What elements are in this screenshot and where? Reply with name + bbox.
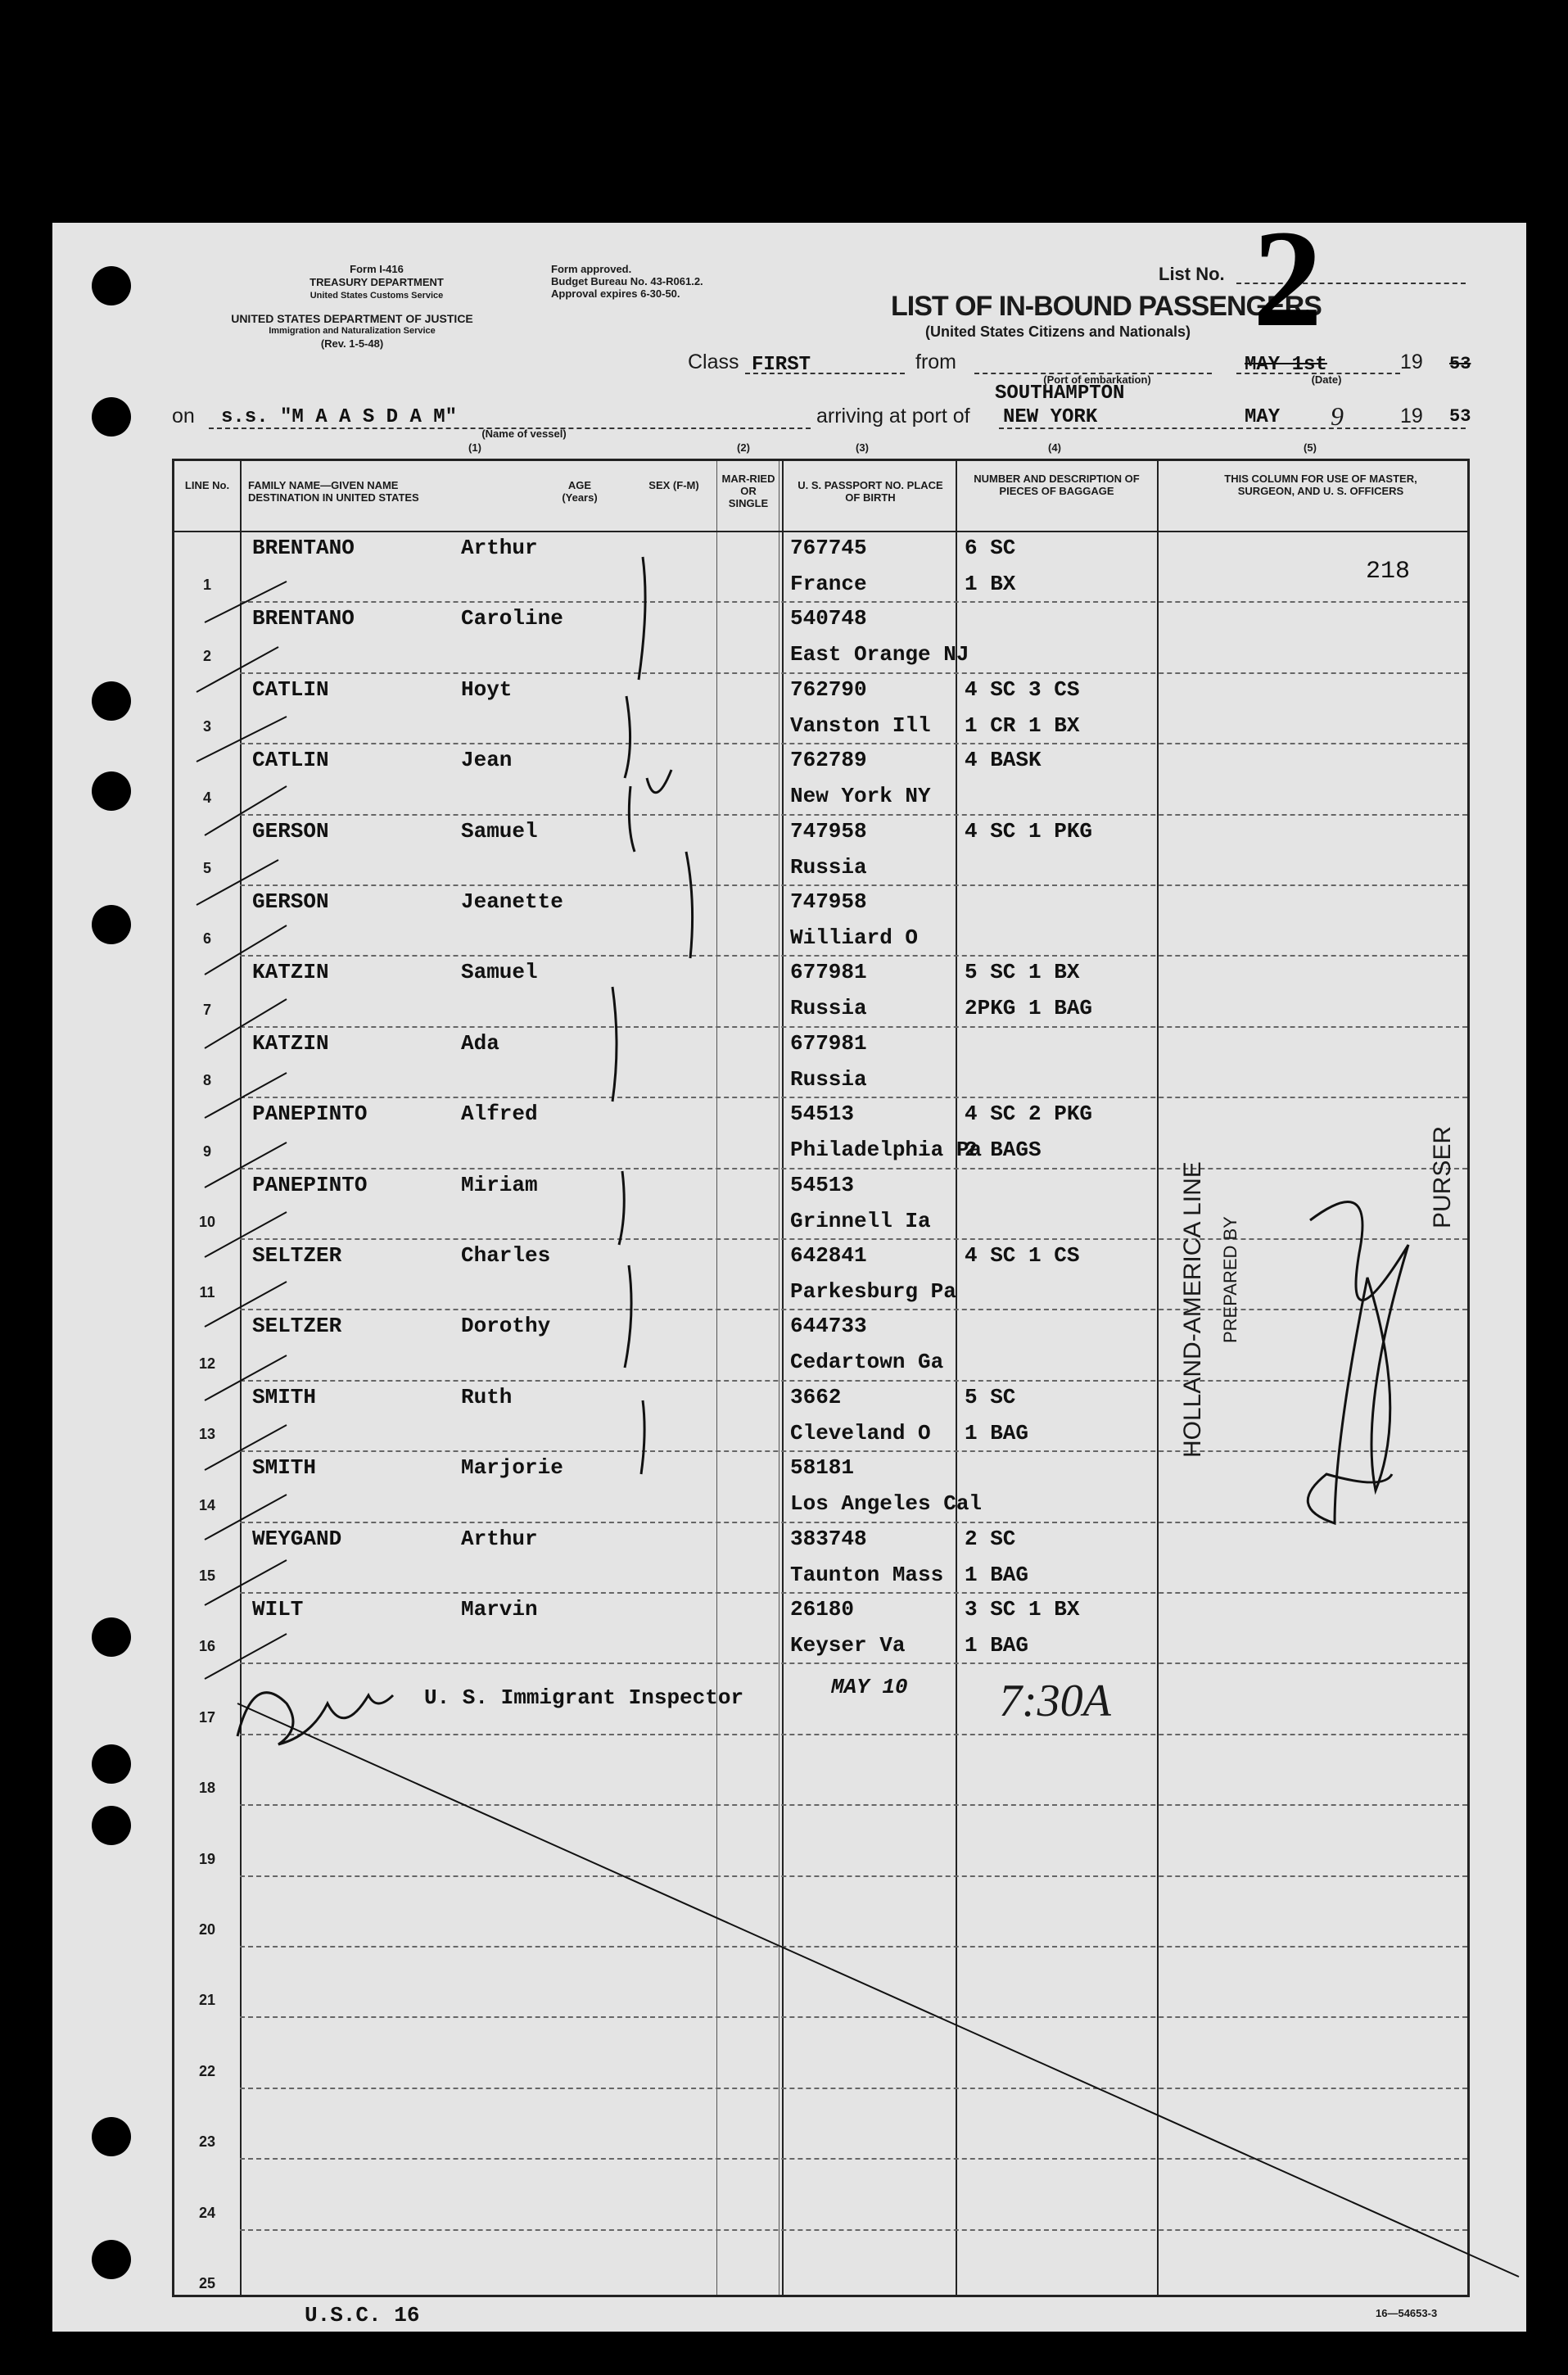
usc-code: U.S.C. 16 (305, 2303, 420, 2328)
treasury-dept: TREASURY DEPARTMENT (310, 276, 444, 288)
bracket-mark (625, 1265, 631, 1368)
passport-number: 540748 (790, 606, 867, 631)
given-name: Ruth (461, 1384, 513, 1409)
place-of-birth: Cedartown Ga (790, 1350, 944, 1375)
bracket-mark (639, 557, 645, 680)
embarkation-port: SOUTHAMPTON (995, 382, 1125, 405)
officer-count: 218 (1366, 558, 1411, 586)
family-name: GERSON (252, 889, 329, 914)
col-num-5: (5) (1304, 441, 1317, 454)
baggage-line-1: 4 SC 1 PKG (965, 818, 1093, 844)
col-header-officers: THIS COLUMN FOR USE OF MASTER, SURGEON, AND U. S. OFFICERS (1224, 473, 1417, 497)
embarkation-caption: (Port of embarkation) (1043, 373, 1151, 386)
passport-number: 762790 (790, 676, 867, 702)
col-header-sex: SEX (F-M) (648, 479, 699, 491)
baggage-line-1: 5 SC 1 BX (965, 960, 1080, 985)
line-number: 1 (202, 577, 211, 594)
vessel-caption: (Name of vessel) (481, 428, 567, 440)
line-number: 7 (202, 1001, 211, 1018)
family-name: SELTZER (252, 1314, 342, 1339)
form-title: LIST OF IN-BOUND PASSENGERS (891, 291, 1322, 322)
passport-number: 58181 (790, 1455, 855, 1481)
given-name: Caroline (461, 606, 563, 631)
family-name: WILT (252, 1597, 304, 1622)
place-of-birth: Keyser Va (790, 1633, 906, 1658)
place-of-birth: Grinnell Ia (790, 1208, 931, 1233)
place-of-birth: Taunton Mass (790, 1562, 944, 1587)
given-name: Miriam (461, 1172, 538, 1197)
form-number: Form I-416 (350, 263, 404, 275)
baggage-line-2: 1 BAG (965, 1562, 1029, 1587)
family-name: SMITH (252, 1455, 317, 1481)
bracket-mark (625, 696, 630, 778)
passport-number: 383748 (790, 1526, 867, 1551)
baggage-line-1: 4 SC 2 PKG (965, 1102, 1093, 1127)
baggage-line-1: 6 SC (965, 536, 1016, 560)
arrival-month: MAY (1245, 406, 1281, 428)
passport-number: 54513 (790, 1102, 855, 1127)
baggage-line-1: 5 SC (965, 1384, 1016, 1409)
bracket-mark (641, 1400, 644, 1474)
place-of-birth: Russia (790, 1066, 867, 1092)
line-number: 12 (198, 1355, 216, 1372)
col-header-name: FAMILY NAME—GIVEN NAME DESTINATION IN UNITED STATES (248, 479, 419, 504)
line-number: 20 (198, 1921, 216, 1938)
departure-date: MAY 1st (1245, 354, 1327, 376)
year1-prefix: 19 (1400, 351, 1423, 373)
place-of-birth: Vanston Ill (790, 712, 931, 738)
passport-number: 54513 (790, 1172, 855, 1197)
passport-number: 747958 (790, 889, 867, 914)
inspector-signature (237, 1693, 393, 1744)
place-of-birth: East Orange NJ (790, 642, 969, 667)
passport-number: 762789 (790, 748, 867, 773)
col-header-line-no: LINE No. (184, 479, 230, 491)
line-number: 23 (198, 2133, 216, 2151)
passport-number: 642841 (790, 1243, 867, 1268)
line-number: 14 (198, 1496, 216, 1513)
passport-number: 747958 (790, 818, 867, 844)
place-of-birth: Parkesburg Pa (790, 1279, 956, 1304)
baggage-line-2: 2PKG 1 BAG (965, 996, 1093, 1021)
date-caption: (Date) (1311, 373, 1342, 386)
line-number: 17 (198, 1708, 216, 1726)
passport-number: 3662 (790, 1384, 842, 1409)
year1-value: 53 (1449, 354, 1471, 374)
given-name: Charles (461, 1243, 551, 1268)
family-name: BRENTANO (252, 606, 355, 631)
bracket-mark (686, 852, 693, 958)
line-number: 8 (202, 1072, 211, 1089)
given-name: Marvin (461, 1597, 538, 1622)
family-name: CATLIN (252, 676, 329, 702)
baggage-line-2: 1 BX (965, 572, 1016, 596)
line-number: 24 (198, 2204, 216, 2221)
place-of-birth: Williard O (790, 925, 919, 950)
list-number: 2 (1253, 201, 1322, 355)
arrival-day: 9 (1331, 401, 1344, 431)
inspector-time: 7:30A (999, 1676, 1111, 1726)
passport-number: 677981 (790, 1030, 867, 1056)
line-number: 13 (198, 1426, 216, 1443)
given-name: Arthur (461, 1526, 538, 1551)
arrival-port: NEW YORK (1003, 406, 1098, 428)
given-name: Jean (461, 748, 513, 773)
baggage-line-2: 1 CR 1 BX (965, 712, 1080, 738)
line-number: 9 (202, 1142, 211, 1160)
family-name: KATZIN (252, 960, 329, 985)
holland-america-stamp: HOLLAND-AMERICA LINE (1179, 1161, 1206, 1458)
approval-line-3: Approval expires 6-30-50. (551, 287, 680, 300)
given-name: Dorothy (461, 1314, 551, 1339)
family-name: CATLIN (252, 748, 329, 773)
line-number: 10 (198, 1214, 216, 1230)
inspector-date-stamp: MAY 10 (831, 1675, 908, 1699)
col-header-baggage: NUMBER AND DESCRIPTION OF PIECES OF BAGGAGE (974, 473, 1140, 497)
from-label: from (915, 351, 956, 373)
given-name: Jeanette (461, 889, 563, 914)
family-name: SELTZER (252, 1243, 342, 1268)
family-name: PANEPINTO (252, 1102, 368, 1127)
customs-service: United States Customs Service (310, 291, 444, 301)
year2-prefix: 19 (1400, 405, 1423, 428)
purser-stamp: PURSER (1429, 1125, 1456, 1228)
col-header-married: MAR-RIED OR SINGLE (721, 473, 775, 509)
print-code: 16—54653-3 (1376, 2307, 1438, 2319)
vessel-name: s.s. "M A A S D A M" (221, 406, 458, 428)
col-num-2: (2) (737, 441, 750, 454)
given-name: Samuel (461, 960, 538, 985)
place-of-birth: Cleveland O (790, 1420, 931, 1445)
year2-value: 53 (1449, 406, 1471, 427)
purser-signature (1308, 1202, 1408, 1524)
arriving-label: arriving at port of (816, 405, 970, 428)
revision: (Rev. 1-5-48) (320, 337, 384, 350)
bracket-mark (629, 770, 671, 852)
line-number: 22 (198, 2062, 216, 2079)
class-label: Class (688, 351, 739, 373)
passport-number: 677981 (790, 960, 867, 985)
line-number: 4 (202, 789, 211, 806)
place-of-birth: Russia (790, 854, 867, 880)
tally-marks (197, 581, 287, 1679)
baggage-line-1: 4 SC 3 CS (965, 676, 1080, 702)
place-of-birth: France (790, 572, 867, 596)
baggage-line-2: 2 BAGS (965, 1138, 1042, 1163)
family-name: SMITH (252, 1384, 317, 1409)
family-name: KATZIN (252, 1030, 329, 1056)
col-num-1: (1) (468, 441, 481, 454)
line-number: 11 (199, 1284, 215, 1301)
line-number: 16 (198, 1638, 216, 1655)
passport-number: 26180 (790, 1597, 855, 1622)
place-of-birth: Los Angeles Cal (790, 1491, 983, 1517)
on-label: on (172, 405, 195, 428)
baggage-line-1: 3 SC 1 BX (965, 1597, 1080, 1622)
line-number: 25 (198, 2275, 216, 2291)
justice-dept: UNITED STATES DEPARTMENT OF JUSTICE (231, 312, 473, 325)
approval-line-2: Budget Bureau No. 43-R061.2. (551, 275, 703, 287)
col-header-age: AGE (Years) (562, 479, 598, 504)
given-name: Marjorie (461, 1455, 563, 1481)
approval-line-1: Form approved. (551, 263, 632, 275)
place-of-birth: Russia (790, 996, 867, 1021)
line-number: 5 (202, 860, 211, 876)
line-number: 15 (198, 1568, 216, 1584)
line-number: 19 (198, 1850, 216, 1867)
baggage-line-2: 1 BAG (965, 1420, 1029, 1445)
given-name: Arthur (461, 536, 538, 560)
line-number: 18 (198, 1780, 216, 1797)
list-no-label: List No. (1159, 264, 1225, 284)
given-name: Alfred (461, 1102, 538, 1127)
place-of-birth: New York NY (790, 784, 931, 809)
baggage-line-1: 2 SC (965, 1526, 1016, 1551)
given-name: Hoyt (461, 676, 513, 702)
baggage-line-1: 4 SC 1 CS (965, 1243, 1080, 1268)
bracket-mark (612, 987, 617, 1102)
passport-number: 767745 (790, 536, 867, 560)
col-header-passport: U. S. PASSPORT NO. PLACE OF BIRTH (798, 479, 943, 504)
line-number: 6 (202, 930, 211, 948)
col-num-4: (4) (1048, 441, 1061, 454)
family-name: WEYGAND (252, 1526, 342, 1551)
col-num-3: (3) (856, 441, 869, 454)
family-name: BRENTANO (252, 536, 355, 560)
place-of-birth: Philadelphia Pa (790, 1138, 983, 1163)
form-subtitle: (United States Citizens and Nationals) (925, 323, 1191, 340)
baggage-line-2: 1 BAG (965, 1633, 1029, 1658)
line-number: 3 (202, 718, 211, 735)
passport-number: 644733 (790, 1314, 867, 1339)
given-name: Ada (461, 1030, 499, 1056)
given-name: Samuel (461, 818, 538, 844)
line-number: 2 (202, 647, 211, 664)
cancel-line (237, 1703, 1519, 2277)
ins-service: Immigration and Naturalization Service (269, 326, 436, 336)
bracket-mark (619, 1171, 624, 1245)
line-number: 21 (198, 1992, 216, 2009)
prepared-by-stamp: PREPARED BY (1220, 1216, 1240, 1343)
family-name: GERSON (252, 818, 329, 844)
class-value: FIRST (752, 354, 811, 376)
family-name: PANEPINTO (252, 1172, 368, 1197)
inspector-label: U. S. Immigrant Inspector (424, 1685, 744, 1710)
baggage-line-1: 4 BASK (965, 748, 1042, 773)
